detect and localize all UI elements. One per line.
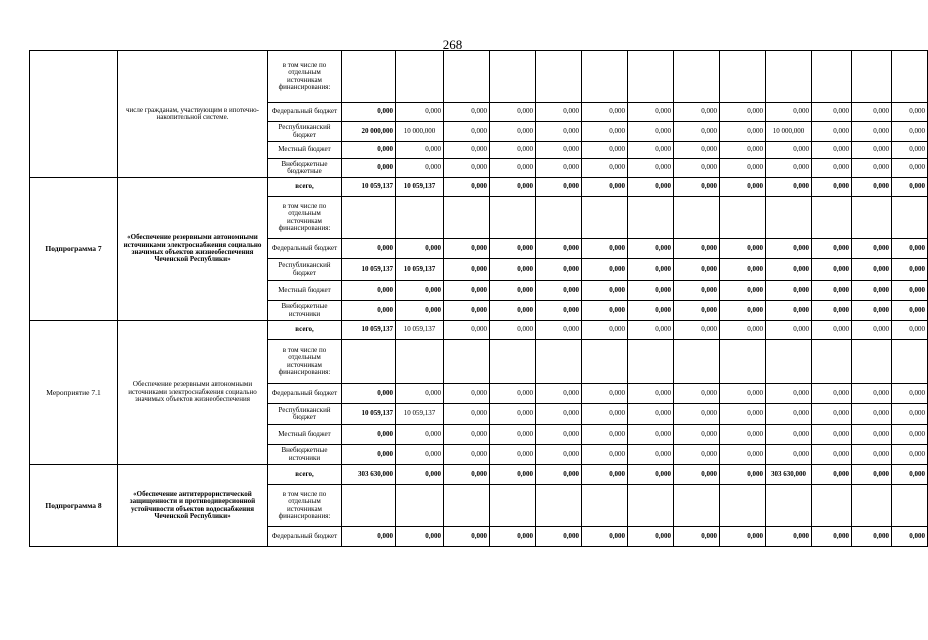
value-cell: 0,000 — [582, 321, 628, 340]
value-cell: 0,000 — [490, 122, 536, 142]
funding-source-cell: Федеральный бюджет — [268, 103, 342, 122]
value-cell — [490, 51, 536, 103]
value-cell: 0,000 — [674, 465, 720, 485]
value-cell: 0,000 — [892, 239, 928, 259]
value-cell: 0,000 — [582, 142, 628, 159]
value-cell: 0,000 — [490, 384, 536, 404]
value-cell: 0,000 — [342, 527, 396, 547]
value-cell: 0,000 — [582, 404, 628, 425]
value-cell: 0,000 — [628, 142, 674, 159]
value-cell — [490, 197, 536, 239]
value-cell: 0,000 — [852, 103, 892, 122]
value-cell — [536, 197, 582, 239]
funding-source-cell: Внебюджетные бюджетные — [268, 159, 342, 178]
value-cell: 10 059,137 — [342, 321, 396, 340]
value-cell: 303 630,000 — [342, 465, 396, 485]
value-cell: 0,000 — [892, 142, 928, 159]
value-cell: 0,000 — [674, 281, 720, 301]
funding-source-cell: всего, — [268, 321, 342, 340]
value-cell: 0,000 — [342, 425, 396, 445]
value-cell: 0,000 — [490, 142, 536, 159]
value-cell: 0,000 — [342, 142, 396, 159]
value-cell: 0,000 — [490, 321, 536, 340]
value-cell: 0,000 — [892, 159, 928, 178]
value-cell — [444, 485, 490, 527]
value-cell: 0,000 — [582, 178, 628, 197]
funding-source-cell: Республиканский бюджет — [268, 404, 342, 425]
value-cell — [720, 340, 766, 384]
value-cell — [490, 340, 536, 384]
value-cell — [720, 197, 766, 239]
value-cell: 303 630,000 — [766, 465, 812, 485]
value-cell: 0,000 — [536, 122, 582, 142]
value-cell — [628, 197, 674, 239]
funding-source-cell: Местный бюджет — [268, 142, 342, 159]
value-cell: 0,000 — [444, 301, 490, 321]
funding-source-cell: в том числе по отдельным источникам финансирования: — [268, 51, 342, 103]
value-cell: 0,000 — [628, 122, 674, 142]
value-cell: 10 059,137 — [342, 404, 396, 425]
value-cell — [582, 485, 628, 527]
value-cell: 0,000 — [444, 159, 490, 178]
table-row — [30, 321, 928, 340]
value-cell: 0,000 — [396, 425, 444, 445]
value-cell: 0,000 — [766, 527, 812, 547]
value-cell: 0,000 — [812, 159, 852, 178]
value-cell: 0,000 — [536, 178, 582, 197]
value-cell: 0,000 — [342, 301, 396, 321]
value-cell: 0,000 — [766, 142, 812, 159]
value-cell: 0,000 — [490, 445, 536, 465]
value-cell: 0,000 — [674, 239, 720, 259]
value-cell: 0,000 — [766, 404, 812, 425]
value-cell: 0,000 — [396, 142, 444, 159]
value-cell: 0,000 — [812, 425, 852, 445]
value-cell: 0,000 — [674, 321, 720, 340]
funding-source-cell: всего, — [268, 178, 342, 197]
value-cell: 0,000 — [582, 465, 628, 485]
value-cell: 0,000 — [766, 384, 812, 404]
value-cell: 0,000 — [342, 103, 396, 122]
value-cell: 0,000 — [674, 404, 720, 425]
value-cell: 0,000 — [490, 425, 536, 445]
value-cell: 0,000 — [628, 239, 674, 259]
table-row — [30, 51, 928, 103]
value-cell: 0,000 — [582, 259, 628, 281]
value-cell: 0,000 — [892, 281, 928, 301]
funding-source-cell: в том числе по отдельным источникам финансирования: — [268, 485, 342, 527]
value-cell: 0,000 — [812, 178, 852, 197]
value-cell — [892, 485, 928, 527]
value-cell: 0,000 — [674, 527, 720, 547]
value-cell: 0,000 — [674, 178, 720, 197]
value-cell: 0,000 — [536, 259, 582, 281]
value-cell: 0,000 — [766, 159, 812, 178]
value-cell: 0,000 — [720, 384, 766, 404]
value-cell: 0,000 — [720, 103, 766, 122]
value-cell: 10 059,137 — [342, 259, 396, 281]
funding-source-cell: всего, — [268, 465, 342, 485]
value-cell: 0,000 — [396, 281, 444, 301]
value-cell: 0,000 — [812, 281, 852, 301]
value-cell: 0,000 — [674, 425, 720, 445]
funding-source-cell: Местный бюджет — [268, 425, 342, 445]
value-cell: 0,000 — [444, 404, 490, 425]
value-cell: 0,000 — [852, 527, 892, 547]
value-cell: 0,000 — [536, 445, 582, 465]
funding-source-cell: Местный бюджет — [268, 281, 342, 301]
value-cell: 0,000 — [892, 103, 928, 122]
value-cell: 0,000 — [396, 103, 444, 122]
value-cell: 0,000 — [892, 301, 928, 321]
value-cell: 0,000 — [582, 103, 628, 122]
value-cell: 0,000 — [812, 259, 852, 281]
value-cell — [674, 340, 720, 384]
value-cell — [536, 485, 582, 527]
value-cell: 10 059,137 — [342, 178, 396, 197]
value-cell: 0,000 — [536, 465, 582, 485]
value-cell: 0,000 — [852, 142, 892, 159]
value-cell: 0,000 — [720, 259, 766, 281]
value-cell — [812, 51, 852, 103]
value-cell: 0,000 — [674, 103, 720, 122]
program-name-cell: Обеспечение резервными автономными источниками электроснабжения социально значимых объектов жизнеобеспечения — [118, 321, 268, 465]
value-cell: 0,000 — [444, 122, 490, 142]
value-cell: 0,000 — [766, 259, 812, 281]
value-cell: 0,000 — [674, 122, 720, 142]
value-cell — [892, 51, 928, 103]
value-cell: 0,000 — [720, 281, 766, 301]
value-cell: 0,000 — [892, 527, 928, 547]
value-cell — [628, 51, 674, 103]
value-cell: 0,000 — [766, 178, 812, 197]
value-cell: 0,000 — [490, 281, 536, 301]
value-cell: 0,000 — [720, 425, 766, 445]
value-cell — [812, 197, 852, 239]
value-cell: 0,000 — [396, 159, 444, 178]
value-cell — [490, 485, 536, 527]
value-cell — [582, 197, 628, 239]
funding-source-cell: Федеральный бюджет — [268, 384, 342, 404]
value-cell: 0,000 — [490, 178, 536, 197]
value-cell — [582, 340, 628, 384]
value-cell: 10 000,000 — [766, 122, 812, 142]
value-cell: 0,000 — [852, 159, 892, 178]
value-cell: 0,000 — [582, 384, 628, 404]
value-cell: 0,000 — [892, 259, 928, 281]
value-cell — [444, 51, 490, 103]
value-cell: 0,000 — [674, 142, 720, 159]
funding-source-cell: в том числе по отдельным источникам финансирования: — [268, 340, 342, 384]
value-cell: 0,000 — [892, 178, 928, 197]
page-number: 268 — [442, 37, 463, 52]
value-cell: 0,000 — [720, 321, 766, 340]
value-cell: 0,000 — [582, 445, 628, 465]
value-cell: 0,000 — [490, 527, 536, 547]
value-cell: 0,000 — [720, 301, 766, 321]
value-cell: 0,000 — [766, 425, 812, 445]
funding-source-cell: Республиканский бюджет — [268, 122, 342, 142]
value-cell: 0,000 — [852, 122, 892, 142]
value-cell: 20 000,000 — [342, 122, 396, 142]
value-cell — [674, 51, 720, 103]
value-cell: 0,000 — [444, 527, 490, 547]
value-cell: 0,000 — [892, 122, 928, 142]
program-cell: Подпрограмма 8 — [30, 465, 118, 547]
program-cell: Подпрограмма 7 — [30, 178, 118, 321]
value-cell: 0,000 — [852, 321, 892, 340]
value-cell: 0,000 — [720, 159, 766, 178]
value-cell: 0,000 — [892, 384, 928, 404]
value-cell: 0,000 — [536, 404, 582, 425]
value-cell: 0,000 — [536, 159, 582, 178]
value-cell: 0,000 — [342, 445, 396, 465]
value-cell: 0,000 — [628, 103, 674, 122]
value-cell: 0,000 — [490, 159, 536, 178]
budget-table-body — [30, 51, 928, 547]
value-cell: 0,000 — [812, 384, 852, 404]
value-cell: 0,000 — [812, 445, 852, 465]
value-cell: 0,000 — [852, 281, 892, 301]
value-cell: 0,000 — [582, 159, 628, 178]
value-cell — [852, 485, 892, 527]
value-cell: 0,000 — [582, 527, 628, 547]
value-cell: 0,000 — [852, 465, 892, 485]
value-cell: 0,000 — [812, 122, 852, 142]
value-cell — [396, 51, 444, 103]
value-cell: 0,000 — [766, 103, 812, 122]
value-cell: 0,000 — [536, 425, 582, 445]
value-cell: 0,000 — [628, 425, 674, 445]
value-cell: 0,000 — [674, 159, 720, 178]
value-cell — [812, 340, 852, 384]
program-name-cell: «Обеспечение антитеррористической защищенности и противодиверсионной устойчивости объектов водоснабжения Чеченской Республики» — [118, 465, 268, 547]
value-cell: 0,000 — [490, 259, 536, 281]
value-cell — [852, 197, 892, 239]
value-cell: 0,000 — [628, 281, 674, 301]
value-cell: 0,000 — [628, 259, 674, 281]
value-cell: 0,000 — [628, 404, 674, 425]
value-cell: 0,000 — [674, 259, 720, 281]
value-cell: 0,000 — [490, 239, 536, 259]
value-cell: 0,000 — [536, 103, 582, 122]
value-cell — [812, 485, 852, 527]
value-cell — [852, 340, 892, 384]
value-cell — [444, 340, 490, 384]
value-cell: 0,000 — [720, 178, 766, 197]
value-cell: 0,000 — [674, 384, 720, 404]
value-cell: 0,000 — [892, 321, 928, 340]
value-cell: 0,000 — [396, 301, 444, 321]
value-cell: 0,000 — [852, 301, 892, 321]
value-cell: 0,000 — [812, 465, 852, 485]
value-cell: 0,000 — [396, 527, 444, 547]
value-cell: 0,000 — [342, 239, 396, 259]
value-cell: 0,000 — [812, 103, 852, 122]
value-cell: 0,000 — [628, 321, 674, 340]
value-cell: 0,000 — [536, 281, 582, 301]
value-cell: 0,000 — [396, 239, 444, 259]
value-cell: 0,000 — [444, 239, 490, 259]
value-cell — [582, 51, 628, 103]
value-cell: 0,000 — [892, 425, 928, 445]
value-cell: 0,000 — [396, 384, 444, 404]
value-cell: 0,000 — [812, 142, 852, 159]
value-cell: 0,000 — [720, 404, 766, 425]
value-cell — [720, 51, 766, 103]
funding-source-cell: Федеральный бюджет — [268, 527, 342, 547]
value-cell: 0,000 — [720, 465, 766, 485]
value-cell — [628, 485, 674, 527]
value-cell: 0,000 — [766, 301, 812, 321]
value-cell: 0,000 — [812, 404, 852, 425]
value-cell: 0,000 — [766, 239, 812, 259]
value-cell: 0,000 — [582, 425, 628, 445]
value-cell — [892, 340, 928, 384]
value-cell: 0,000 — [852, 259, 892, 281]
value-cell: 0,000 — [582, 122, 628, 142]
budget-table — [29, 50, 928, 547]
value-cell: 0,000 — [852, 425, 892, 445]
value-cell: 0,000 — [766, 281, 812, 301]
value-cell: 0,000 — [892, 465, 928, 485]
value-cell: 0,000 — [628, 301, 674, 321]
value-cell: 0,000 — [582, 239, 628, 259]
value-cell: 0,000 — [536, 301, 582, 321]
program-name-cell: числе гражданам, участвующим в ипотечно-накопительной системе. — [118, 51, 268, 178]
value-cell: 0,000 — [536, 142, 582, 159]
value-cell: 0,000 — [720, 142, 766, 159]
value-cell: 0,000 — [444, 321, 490, 340]
value-cell — [342, 340, 396, 384]
value-cell: 0,000 — [852, 404, 892, 425]
value-cell: 0,000 — [852, 178, 892, 197]
value-cell: 0,000 — [892, 445, 928, 465]
value-cell — [536, 340, 582, 384]
program-cell: Мероприятие 7.1 — [30, 321, 118, 465]
value-cell — [766, 485, 812, 527]
value-cell: 0,000 — [396, 445, 444, 465]
value-cell — [720, 485, 766, 527]
value-cell — [342, 485, 396, 527]
value-cell — [342, 51, 396, 103]
value-cell: 0,000 — [812, 321, 852, 340]
value-cell: 0,000 — [720, 239, 766, 259]
program-name-cell: «Обеспечение резервными автономными источниками электроснабжения социально значимых объектов жизнеобеспечения Чеченской Республики» — [118, 178, 268, 321]
value-cell: 0,000 — [490, 465, 536, 485]
value-cell: 0,000 — [490, 404, 536, 425]
funding-source-cell: Внебюджетные источники — [268, 445, 342, 465]
value-cell — [852, 51, 892, 103]
value-cell — [536, 51, 582, 103]
value-cell — [444, 197, 490, 239]
value-cell — [766, 51, 812, 103]
program-cell — [30, 51, 118, 178]
value-cell — [342, 197, 396, 239]
value-cell: 0,000 — [852, 445, 892, 465]
value-cell — [674, 485, 720, 527]
value-cell: 0,000 — [396, 465, 444, 485]
table-row — [30, 178, 928, 197]
value-cell — [674, 197, 720, 239]
value-cell: 0,000 — [628, 384, 674, 404]
value-cell: 0,000 — [852, 384, 892, 404]
value-cell: 0,000 — [674, 301, 720, 321]
funding-source-cell: Внебюджетные источники — [268, 301, 342, 321]
value-cell: 0,000 — [536, 321, 582, 340]
value-cell: 0,000 — [812, 239, 852, 259]
value-cell: 0,000 — [720, 527, 766, 547]
value-cell: 0,000 — [852, 239, 892, 259]
value-cell: 0,000 — [766, 321, 812, 340]
value-cell: 0,000 — [628, 527, 674, 547]
value-cell: 0,000 — [444, 384, 490, 404]
value-cell: 0,000 — [628, 445, 674, 465]
value-cell: 0,000 — [892, 404, 928, 425]
value-cell: 0,000 — [720, 122, 766, 142]
table-row — [30, 465, 928, 485]
value-cell: 0,000 — [490, 301, 536, 321]
value-cell: 10 059,137 — [396, 404, 444, 425]
value-cell — [396, 340, 444, 384]
value-cell: 0,000 — [342, 159, 396, 178]
value-cell: 0,000 — [444, 259, 490, 281]
value-cell — [766, 340, 812, 384]
value-cell: 0,000 — [444, 281, 490, 301]
value-cell: 0,000 — [536, 384, 582, 404]
value-cell: 10 000,000 — [396, 122, 444, 142]
value-cell: 0,000 — [628, 178, 674, 197]
value-cell: 0,000 — [628, 465, 674, 485]
value-cell: 0,000 — [444, 103, 490, 122]
value-cell: 0,000 — [536, 527, 582, 547]
value-cell: 0,000 — [444, 465, 490, 485]
funding-source-cell: Федеральный бюджет — [268, 239, 342, 259]
value-cell: 0,000 — [766, 445, 812, 465]
value-cell: 10 059,137 — [396, 259, 444, 281]
value-cell: 10 059,137 — [396, 178, 444, 197]
value-cell: 10 059,137 — [396, 321, 444, 340]
value-cell — [628, 340, 674, 384]
value-cell — [892, 197, 928, 239]
value-cell: 0,000 — [342, 384, 396, 404]
value-cell: 0,000 — [674, 445, 720, 465]
value-cell: 0,000 — [444, 425, 490, 445]
value-cell: 0,000 — [720, 445, 766, 465]
funding-source-cell: Республиканский бюджет — [268, 259, 342, 281]
value-cell: 0,000 — [536, 239, 582, 259]
value-cell — [396, 485, 444, 527]
funding-source-cell: в том числе по отдельным источникам финансирования: — [268, 197, 342, 239]
value-cell: 0,000 — [628, 159, 674, 178]
value-cell: 0,000 — [444, 142, 490, 159]
value-cell: 0,000 — [582, 281, 628, 301]
value-cell: 0,000 — [444, 445, 490, 465]
value-cell: 0,000 — [444, 178, 490, 197]
value-cell: 0,000 — [812, 527, 852, 547]
value-cell: 0,000 — [490, 103, 536, 122]
value-cell — [766, 197, 812, 239]
value-cell — [396, 197, 444, 239]
value-cell: 0,000 — [342, 281, 396, 301]
value-cell: 0,000 — [812, 301, 852, 321]
value-cell: 0,000 — [582, 301, 628, 321]
